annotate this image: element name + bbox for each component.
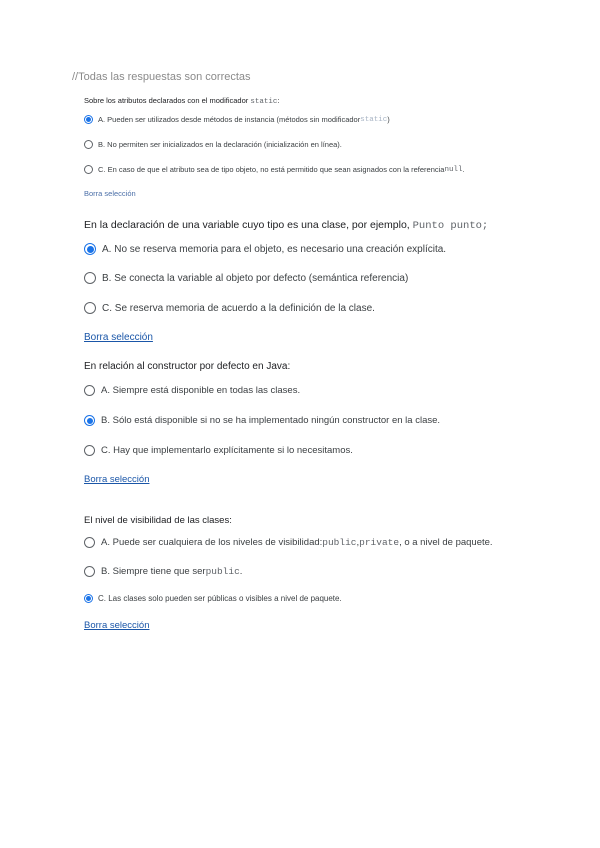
question-2-option-c[interactable]: C. Se reserva memoria de acuerdo a la definición de la clase. (84, 302, 375, 314)
radio-empty-icon[interactable] (84, 537, 95, 548)
question-2-option-a[interactable]: A. No se reserva memoria para el objeto, es necesario una creación explícita. (84, 243, 446, 255)
question-4-option-a[interactable]: A. Puede ser cualquiera de los niveles de visibilidad: public , private , o a nivel de paquete. (84, 537, 493, 548)
clear-selection-link[interactable]: Borra selección (84, 474, 150, 485)
question-1-option-a[interactable]: A. Pueden ser utilizados desde métodos de instancia (métodos sin modificador static ) (84, 115, 390, 124)
clear-selection-link[interactable]: Borra selección (84, 620, 150, 631)
question-1-prompt: Sobre los atributos declarados con el modificador static: (84, 96, 280, 106)
radio-empty-icon[interactable] (84, 272, 96, 284)
radio-empty-icon[interactable] (84, 445, 95, 456)
radio-selected-icon[interactable] (84, 415, 95, 426)
question-3-prompt: En relación al constructor por defecto en Java: (84, 361, 291, 372)
question-3-option-b[interactable]: B. Sólo está disponible si no se ha implementado ningún constructor en la clase. (84, 415, 440, 426)
question-1-option-c[interactable]: C. En caso de que el atributo sea de tipo objeto, no está permitido que sean asignados con la referencia null . (84, 165, 465, 174)
radio-empty-icon[interactable] (84, 302, 96, 314)
radio-empty-icon[interactable] (84, 140, 93, 149)
radio-selected-icon[interactable] (84, 243, 96, 255)
radio-empty-icon[interactable] (84, 385, 95, 396)
question-1-option-b[interactable]: B. No permiten ser inicializados en la declaración (inicialización en línea). (84, 140, 342, 149)
clear-selection-link[interactable]: Borra selección (84, 189, 136, 198)
clear-selection-link[interactable]: Borra selección (84, 332, 153, 343)
question-3-option-c[interactable]: C. Hay que implementarlo explícitamente si lo necesitamos. (84, 445, 353, 456)
radio-empty-icon[interactable] (84, 566, 95, 577)
question-2-prompt: En la declaración de una variable cuyo tipo es una clase, por ejemplo, Punto punto; (84, 219, 489, 232)
question-4-option-c[interactable]: C. Las clases solo pueden ser públicas o visibles a nivel de paquete. (84, 594, 342, 603)
question-4-prompt: El nivel de visibilidad de las clases: (84, 515, 232, 526)
question-3-option-a[interactable]: A. Siempre está disponible en todas las clases. (84, 385, 300, 396)
question-4-option-b[interactable]: B. Siempre tiene que ser public . (84, 566, 242, 577)
radio-selected-icon[interactable] (84, 115, 93, 124)
note-text: //Todas las respuestas son correctas (72, 71, 251, 83)
question-2-option-b[interactable]: B. Se conecta la variable al objeto por defecto (semántica referencia) (84, 272, 408, 284)
radio-selected-icon[interactable] (84, 594, 93, 603)
radio-empty-icon[interactable] (84, 165, 93, 174)
